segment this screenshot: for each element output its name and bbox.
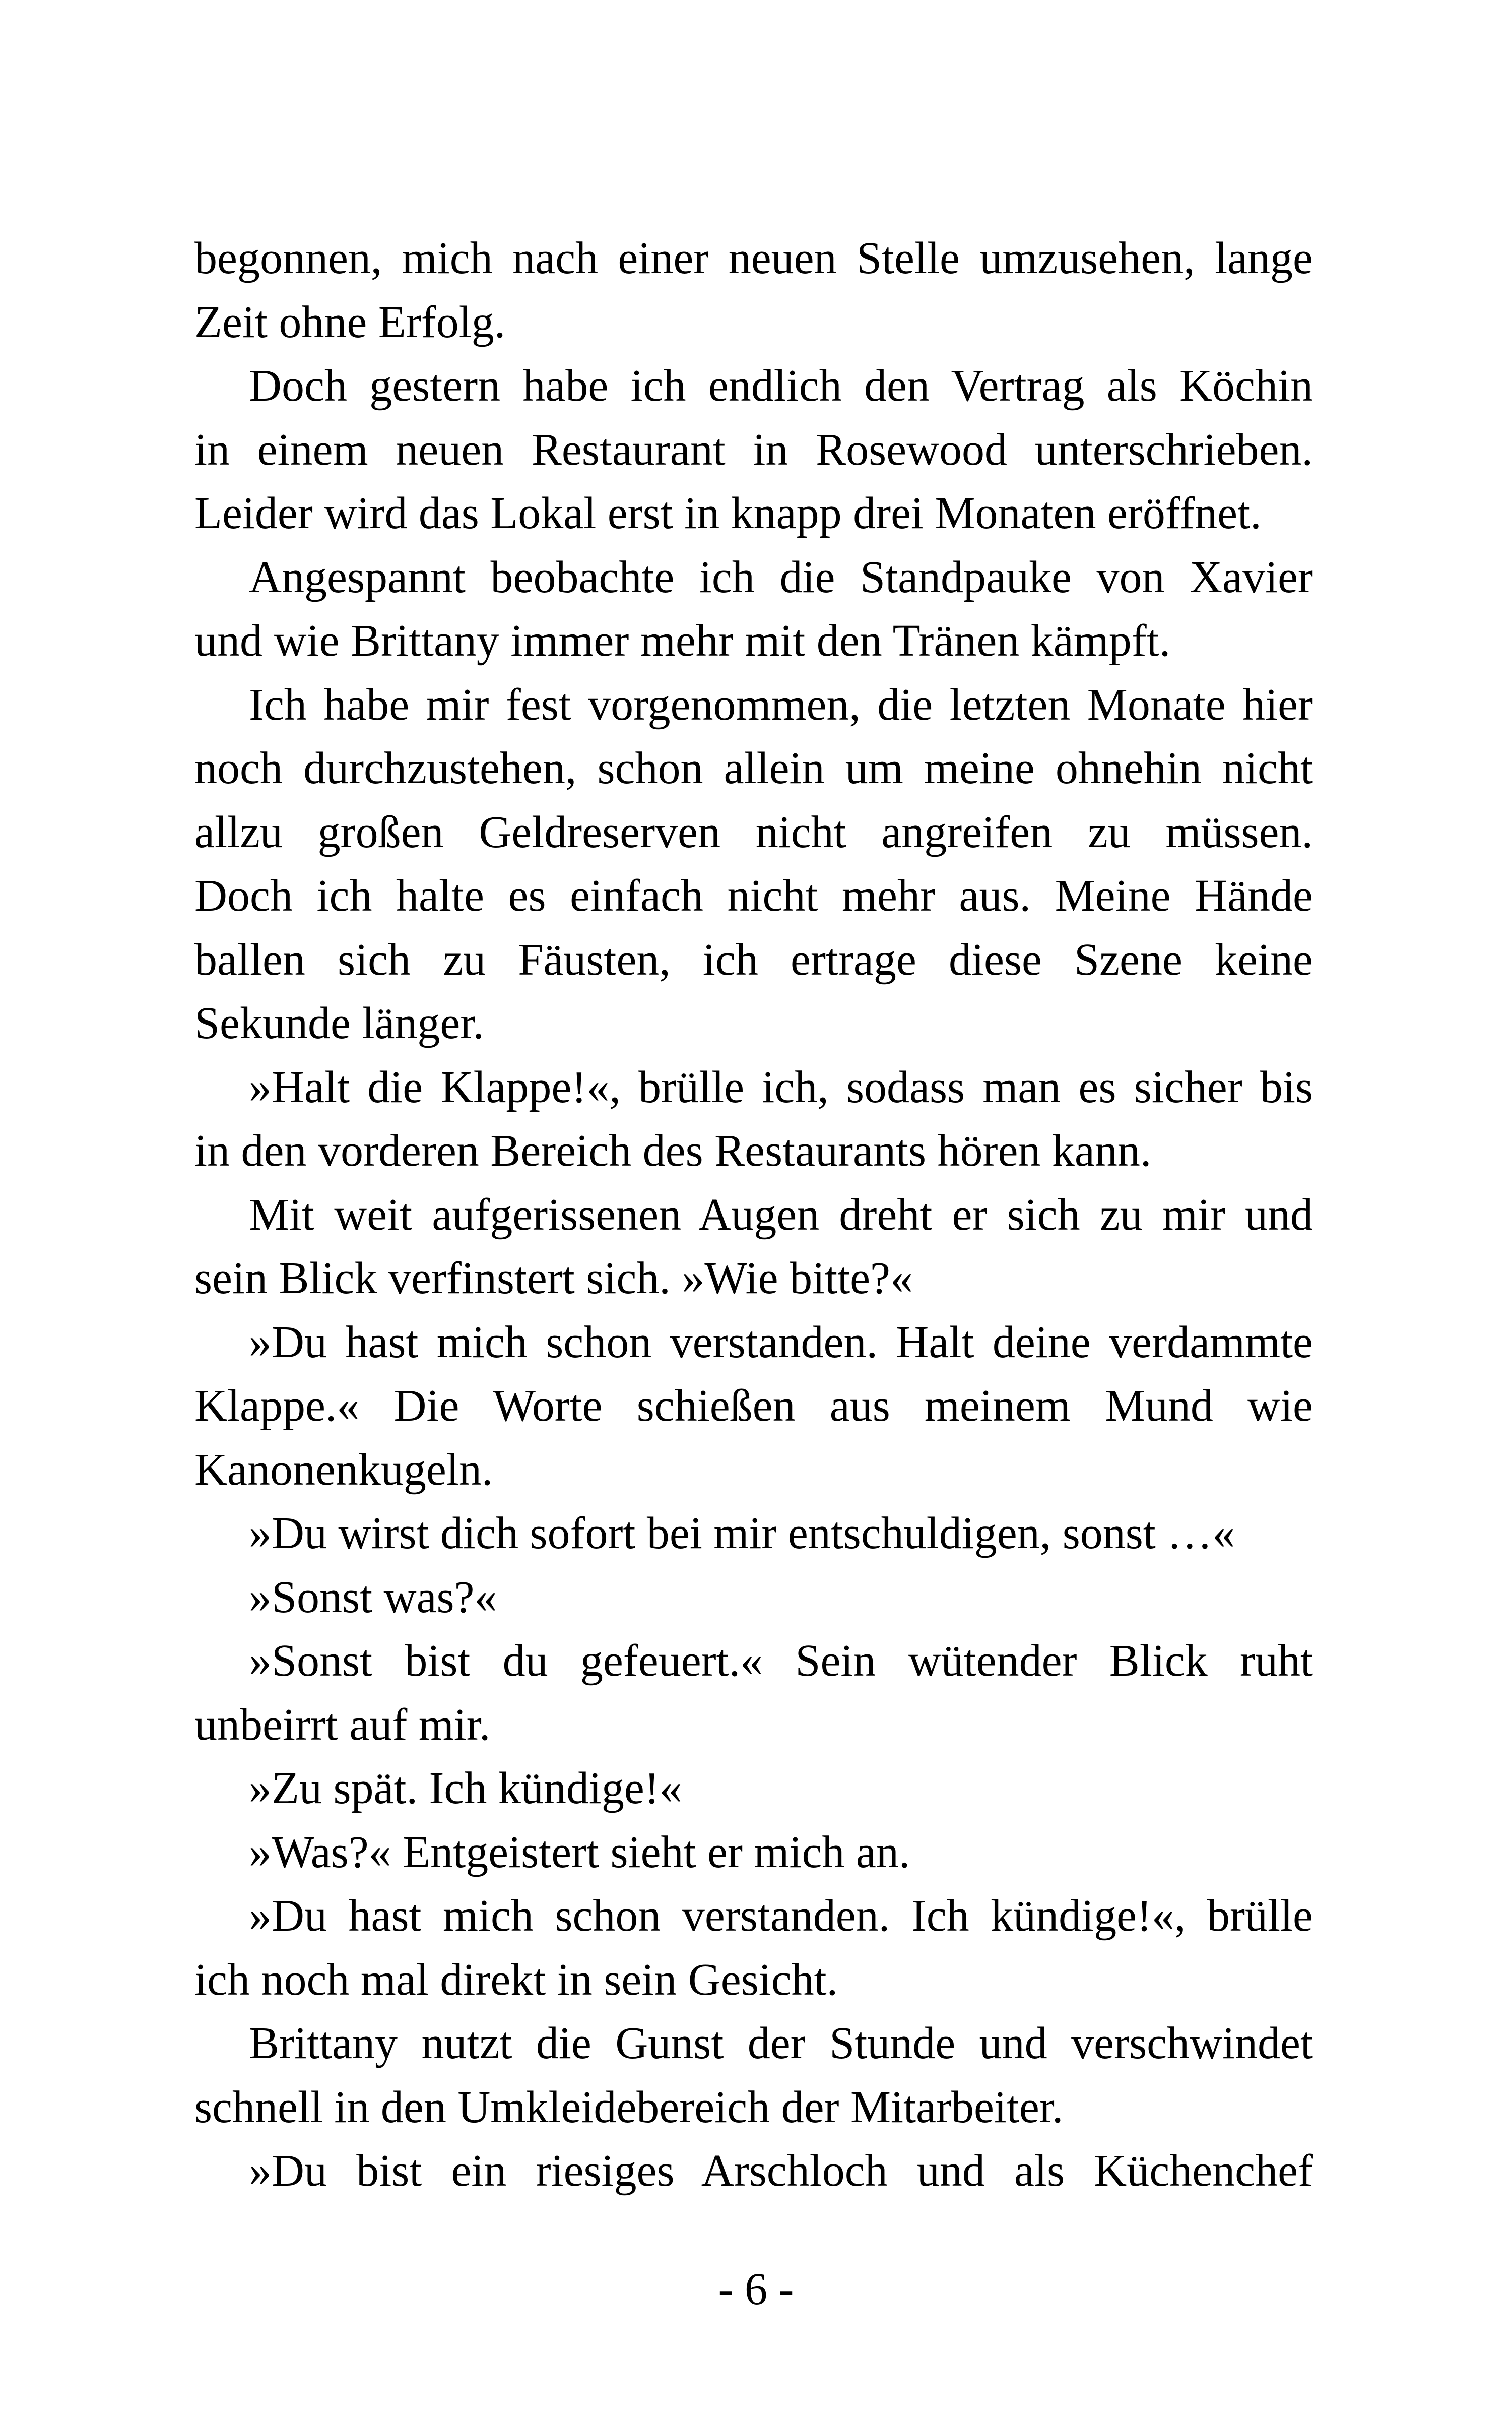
text-line: Angespannt beobachte ich die Standpauke von Xavier xyxy=(249,552,1313,602)
text-line: »Du hast mich schon verstanden. Ich kündige!«, brülle xyxy=(249,1891,1313,1941)
text-line: Leider wird das Lokal erst in knapp drei Monaten eröffnet. xyxy=(194,488,1262,538)
text-line: »Was?« Entgeistert sieht er mich an. xyxy=(249,1827,910,1877)
text-line: »Du bist ein riesiges Arschloch und als Küchenchef xyxy=(249,2146,1313,2196)
text-line: »Halt die Klappe!«, brülle ich, sodass man es sicher bis xyxy=(249,1062,1313,1112)
text-line: und wie Brittany immer mehr mit den Tränen kämpft. xyxy=(194,616,1171,666)
text-line: »Zu spät. Ich kündige!« xyxy=(249,1763,682,1813)
text-line: »Du wirst dich sofort bei mir entschuldigen, sonst …« xyxy=(249,1508,1235,1558)
text-line: »Du hast mich schon verstanden. Halt deine verdammte xyxy=(249,1317,1313,1367)
text-line: schnell in den Umkleidebereich der Mitarbeiter. xyxy=(194,2082,1064,2132)
text-line: Sekunde länger. xyxy=(194,998,484,1048)
text-line: allzu großen Geldreserven nicht angreifen zu müssen. xyxy=(194,807,1313,857)
text-line: Ich habe mir fest vorgenommen, die letzten Monate hier xyxy=(249,679,1313,730)
text-line: ich noch mal direkt in sein Gesicht. xyxy=(194,1954,838,2005)
body-text xyxy=(194,227,1313,2203)
text-line: in einem neuen Restaurant in Rosewood unterschrieben. xyxy=(194,424,1313,475)
text-line: »Sonst was?« xyxy=(249,1572,497,1622)
text-line: Doch ich halte es einfach nicht mehr aus. Meine Hände xyxy=(194,871,1313,921)
text-line: Brittany nutzt die Gunst der Stunde und verschwindet xyxy=(249,2018,1313,2068)
text-line: Doch gestern habe ich endlich den Vertrag als Köchin xyxy=(249,361,1313,411)
text-line: Kanonenkugeln. xyxy=(194,1444,493,1495)
text-line: noch durchzustehen, schon allein um meine ohnehin nicht xyxy=(194,743,1313,793)
page-number: - 6 - xyxy=(718,2264,794,2314)
text-line: Zeit ohne Erfolg. xyxy=(194,297,506,347)
text-line: Klappe.« Die Worte schießen aus meinem Mund wie xyxy=(194,1381,1313,1431)
text-line: begonnen, mich nach einer neuen Stelle umzusehen, lange xyxy=(194,233,1313,283)
text-line: ballen sich zu Fäusten, ich ertrage diese Szene keine xyxy=(194,934,1313,985)
text-line: in den vorderen Bereich des Restaurants hören kann. xyxy=(194,1126,1152,1176)
text-line: unbeirrt auf mir. xyxy=(194,1699,491,1750)
text-line: Mit weit aufgerissenen Augen dreht er sich zu mir und xyxy=(249,1189,1313,1240)
text-line: sein Blick verfinstert sich. »Wie bitte?« xyxy=(194,1253,913,1303)
text-line: »Sonst bist du gefeuert.« Sein wütender Blick ruht xyxy=(249,1636,1313,1686)
